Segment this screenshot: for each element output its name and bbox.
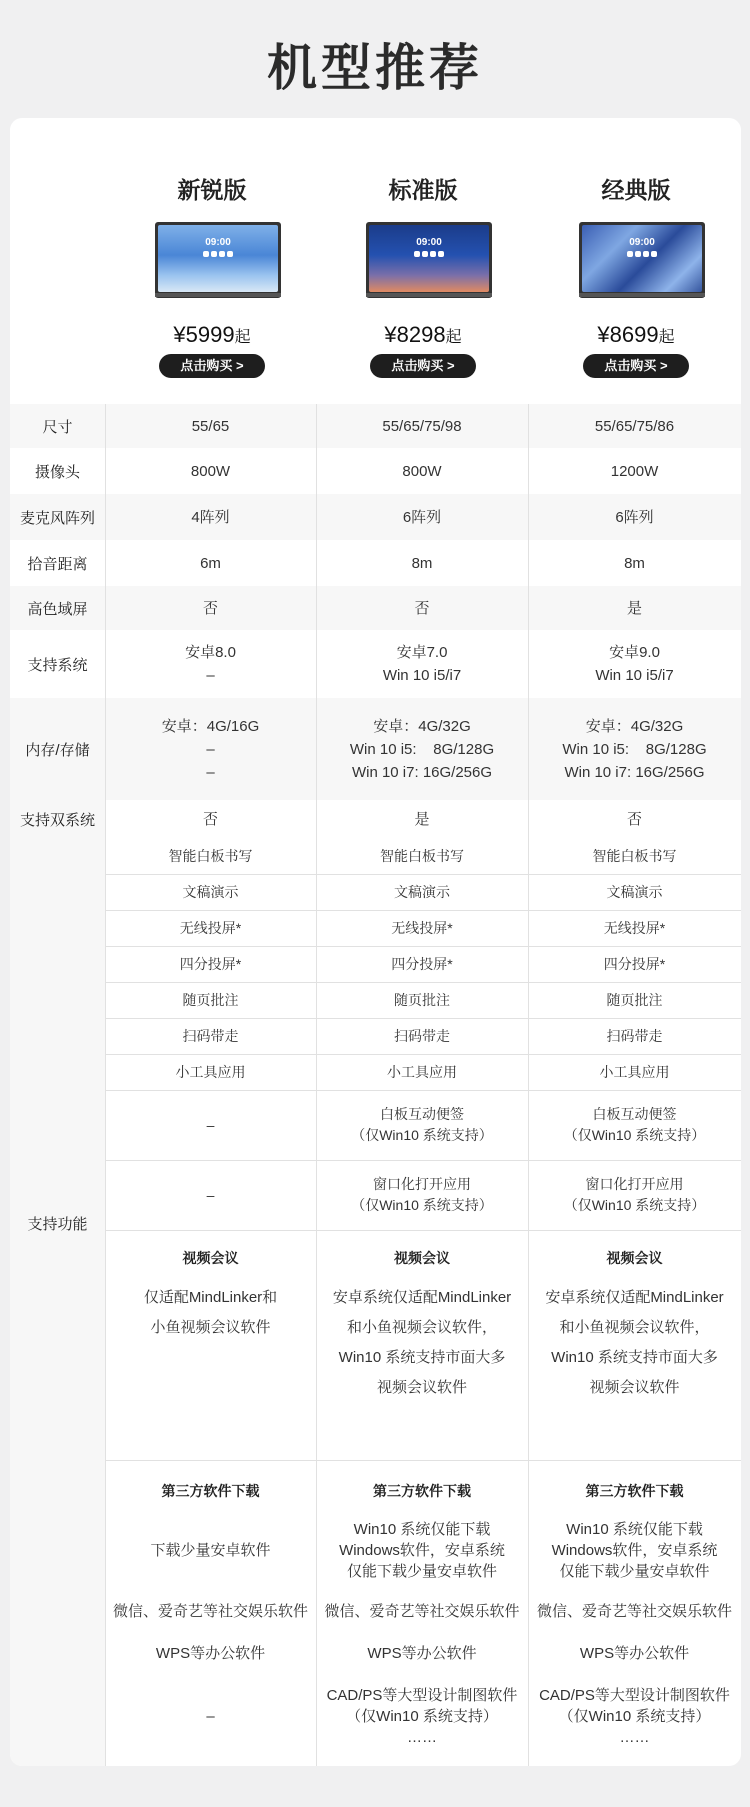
product-image xyxy=(155,222,281,298)
third-party-design: CAD/PS等大型设计制图软件 （仅Win10 系统支持） …… xyxy=(326,1686,518,1746)
function-cell: 随页批注 xyxy=(606,991,663,1008)
third-party-office: WPS等办公软件 xyxy=(367,1644,477,1662)
function-cell: 小工具应用 xyxy=(387,1063,457,1080)
function-cell: 四分投屏* xyxy=(179,955,242,972)
function-cell: 窗口化打开应用 （仅Win10 系统支持） xyxy=(351,1176,493,1213)
spec-row-memory: 内存/存储 安卓：4G/16G – – 安卓：4G/32G Win 10 i5: 8G/128G Win 10 i7: 16G/256G 安卓：4G/32G Win 10 i5: 8G/128G Win 10 i7: 16G/256G xyxy=(10,698,741,800)
third-party-social: 微信、爱奇艺等社交娱乐软件 xyxy=(536,1602,732,1620)
spec-row-size: 尺寸 55/65 55/65/75/98 55/65/75/86 xyxy=(10,404,741,448)
spec-row-pickup: 拾音距离 6m 8m 8m xyxy=(27,554,645,573)
function-cell: 文稿演示 xyxy=(606,883,663,900)
third-party-office: WPS等办公软件 xyxy=(579,1644,690,1662)
function-cell: – xyxy=(206,1116,215,1133)
functions-label-column xyxy=(10,838,105,1766)
product-price: ¥8699起 xyxy=(597,322,675,347)
function-cell: 智能白板书写 xyxy=(380,847,464,864)
third-party-design: – xyxy=(206,1707,215,1725)
third-party-title: 第三方软件下载 xyxy=(373,1482,471,1499)
third-party-android: Win10 系统仅能下载 Windows软件，安卓系统 仅能下载少量安卓软件 xyxy=(551,1520,718,1580)
third-party-title: 第三方软件下载 xyxy=(585,1482,684,1499)
function-cell: 窗口化打开应用 （仅Win10 系统支持） xyxy=(563,1176,706,1213)
third-party-android: 下载少量安卓软件 xyxy=(150,1541,271,1559)
function-cell: 智能白板书写 xyxy=(168,847,253,864)
function-cell: 扫码带走 xyxy=(394,1027,450,1044)
function-cell: 小工具应用 xyxy=(599,1063,670,1080)
function-cell: – xyxy=(206,1186,215,1203)
buy-button[interactable]: 点击购买 > xyxy=(583,354,689,378)
screen-clock: 09:00 xyxy=(205,237,231,248)
third-party-design: CAD/PS等大型设计制图软件 （仅Win10 系统支持） …… xyxy=(539,1686,730,1746)
function-cell: 白板互动便签 （仅Win10 系统支持） xyxy=(351,1106,493,1143)
function-cell: 小工具应用 xyxy=(175,1063,246,1080)
comparison-card xyxy=(10,118,741,1766)
function-cell: 随页批注 xyxy=(394,991,450,1008)
product-name: 经典版 xyxy=(601,177,671,203)
page-title: 机型推荐 xyxy=(267,40,483,96)
function-cell: 无线投屏* xyxy=(179,919,242,936)
product-price: ¥8298起 xyxy=(384,322,462,347)
video-conference-cell: 视频会议 安卓系统仅适配MindLinker 和小鱼视频会议软件， Win10 系统支持市面大多 视频会议软件 xyxy=(545,1250,724,1396)
product-image xyxy=(366,222,492,298)
function-cell: 扫码带走 xyxy=(606,1027,663,1044)
third-party-android: Win10 系统仅能下载 Windows软件，安卓系统 仅能下载少量安卓软件 xyxy=(339,1520,505,1580)
screen-clock: 09:00 xyxy=(629,237,655,248)
screen-clock: 09:00 xyxy=(416,237,442,248)
function-cell: 四分投屏* xyxy=(603,955,666,972)
product-name: 新锐版 xyxy=(177,177,247,203)
third-party-social: 微信、爱奇艺等社交娱乐软件 xyxy=(112,1602,308,1620)
function-cell: 扫码带走 xyxy=(182,1027,239,1044)
third-party-office: WPS等办公软件 xyxy=(155,1644,266,1662)
spec-row-system: 支持系统 安卓8.0 – 安卓7.0 Win 10 i5/i7 安卓9.0 Win 10 i5/i7 xyxy=(27,644,674,684)
function-cell: 随页批注 xyxy=(182,991,239,1008)
functions-label: 支持功能 xyxy=(27,1215,88,1233)
product-price: ¥5999起 xyxy=(173,322,251,347)
spec-row-dual: 支持双系统 否 是 否 xyxy=(10,800,741,838)
spec-row-mic: 麦克风阵列 4阵列 6阵列 6阵列 xyxy=(10,494,741,540)
function-cell: 无线投屏* xyxy=(391,919,453,936)
product-name: 标准版 xyxy=(388,177,458,203)
video-conference-cell: 视频会议 安卓系统仅适配MindLinker 和小鱼视频会议软件， Win10 系统支持市面大多 视频会议软件 xyxy=(332,1250,512,1396)
buy-button[interactable]: 点击购买 > xyxy=(159,354,265,378)
spec-row-gamut: 高色域屏 否 否 是 xyxy=(10,586,741,630)
function-cell: 文稿演示 xyxy=(394,883,450,900)
buy-button[interactable]: 点击购买 > xyxy=(370,354,476,378)
function-cell: 无线投屏* xyxy=(603,919,666,936)
function-cell: 白板互动便签 （仅Win10 系统支持） xyxy=(563,1106,706,1143)
function-cell: 文稿演示 xyxy=(182,883,239,900)
function-cell: 智能白板书写 xyxy=(592,847,677,864)
product-image xyxy=(579,222,705,298)
function-cell: 四分投屏* xyxy=(391,955,453,972)
third-party-title: 第三方软件下载 xyxy=(161,1482,260,1499)
spec-row-camera: 摄像头 800W 800W 1200W xyxy=(34,462,659,481)
video-conference-cell: 视频会议 仅适配MindLinker和 小鱼视频会议软件 xyxy=(143,1250,278,1336)
third-party-social: 微信、爱奇艺等社交娱乐软件 xyxy=(324,1602,520,1620)
